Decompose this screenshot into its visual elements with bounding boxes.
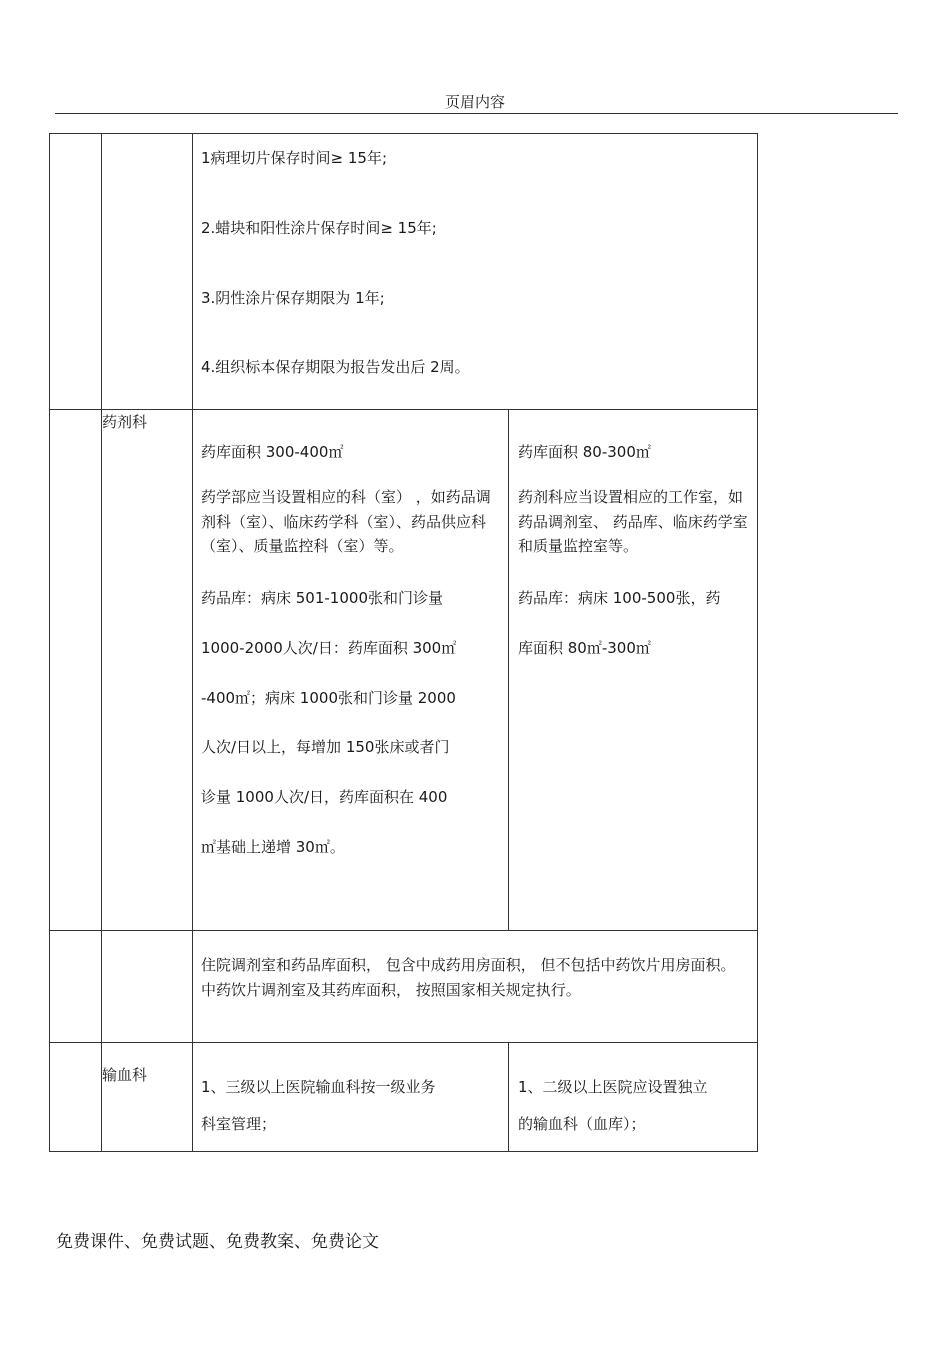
retention-item: 1病理切片保存时间≥ 15年; xyxy=(201,149,388,167)
storage-rule-line: 药品库：病床 100-500张，药 xyxy=(518,589,721,607)
storage-rule-line: 人次/日以上，每增加 150张床或者门 xyxy=(201,738,450,757)
storage-rule-line: ㎡基础上递增 30㎡。 xyxy=(201,837,345,856)
note-text: 住院调剂室和药品库面积， 包含中成药用房面积， 但不包括中药饮片用房面积。 中药饮片调剂室及其药库面积， 按照国家相关规定执行。 xyxy=(201,956,736,999)
department-setup: 药剂科应当设置相应的工作室，如药品调剂室、 药品库、临床药学室和质量监控室等。 xyxy=(518,487,748,556)
table-row xyxy=(50,1043,758,1152)
dept-cell xyxy=(102,1043,193,1152)
department-setup: 药学部应当设置相应的科（室） ，如药品调剂科（室）、临床药学科（室）、药品供应科 （室）、质量监控科（室）等。 xyxy=(201,487,491,556)
dept-name-pharmacy: 药剂科 xyxy=(102,413,148,431)
index-cell xyxy=(50,134,102,410)
index-cell xyxy=(50,931,102,1043)
pharmacy-secondary-cell xyxy=(509,410,758,931)
transfusion-rule-line: 1、三级以上医院输血科按一级业务 xyxy=(201,1078,436,1096)
standards-table xyxy=(49,133,758,1152)
transfusion-secondary-cell xyxy=(509,1043,758,1152)
retention-item: 4.组织标本保存期限为报告发出后 2周。 xyxy=(201,358,470,377)
transfusion-rule-line: 科室管理； xyxy=(201,1114,277,1133)
storage-area: 药库面积 300-400㎡ xyxy=(201,443,344,461)
table-row xyxy=(50,931,758,1043)
storage-rule-line: -400㎡；病床 1000张和门诊量 2000 xyxy=(201,688,456,707)
page-footer: 免费课件、免费试题、免费教案、免费论文 xyxy=(56,1232,379,1252)
transfusion-tertiary-cell xyxy=(193,1043,509,1152)
header-rule xyxy=(55,113,898,114)
transfusion-rule-line: 的输血科（血库）； xyxy=(518,1114,646,1133)
dept-cell xyxy=(102,931,193,1043)
dept-name-transfusion: 输血科 xyxy=(102,1066,148,1084)
table-row xyxy=(50,134,758,410)
page-header: 页眉内容 xyxy=(444,93,505,111)
dept-cell xyxy=(102,134,193,410)
storage-area: 药库面积 80-300㎡ xyxy=(518,443,651,461)
pharmacy-tertiary-cell xyxy=(193,410,509,931)
index-cell xyxy=(50,1043,102,1152)
index-cell xyxy=(50,410,102,931)
storage-rule-line: 库面积 80㎡-300㎡ xyxy=(518,638,651,657)
pathology-cell xyxy=(193,134,758,410)
note-cell xyxy=(193,931,758,1043)
retention-item: 2.蜡块和阳性涂片保存时间≥ 15年; xyxy=(201,218,437,237)
dept-cell xyxy=(102,410,193,931)
storage-rule-line: 诊量 1000人次/日，药库面积在 400 xyxy=(201,788,448,806)
storage-rule-line: 1000-2000人次/日：药库面积 300㎡ xyxy=(201,638,457,657)
storage-rule-line: 药品库：病床 501-1000张和门诊量 xyxy=(201,589,443,607)
table-row xyxy=(50,410,758,931)
retention-item: 3.阴性涂片保存期限为 1年; xyxy=(201,288,385,307)
transfusion-rule-line: 1、二级以上医院应设置独立 xyxy=(518,1078,708,1096)
